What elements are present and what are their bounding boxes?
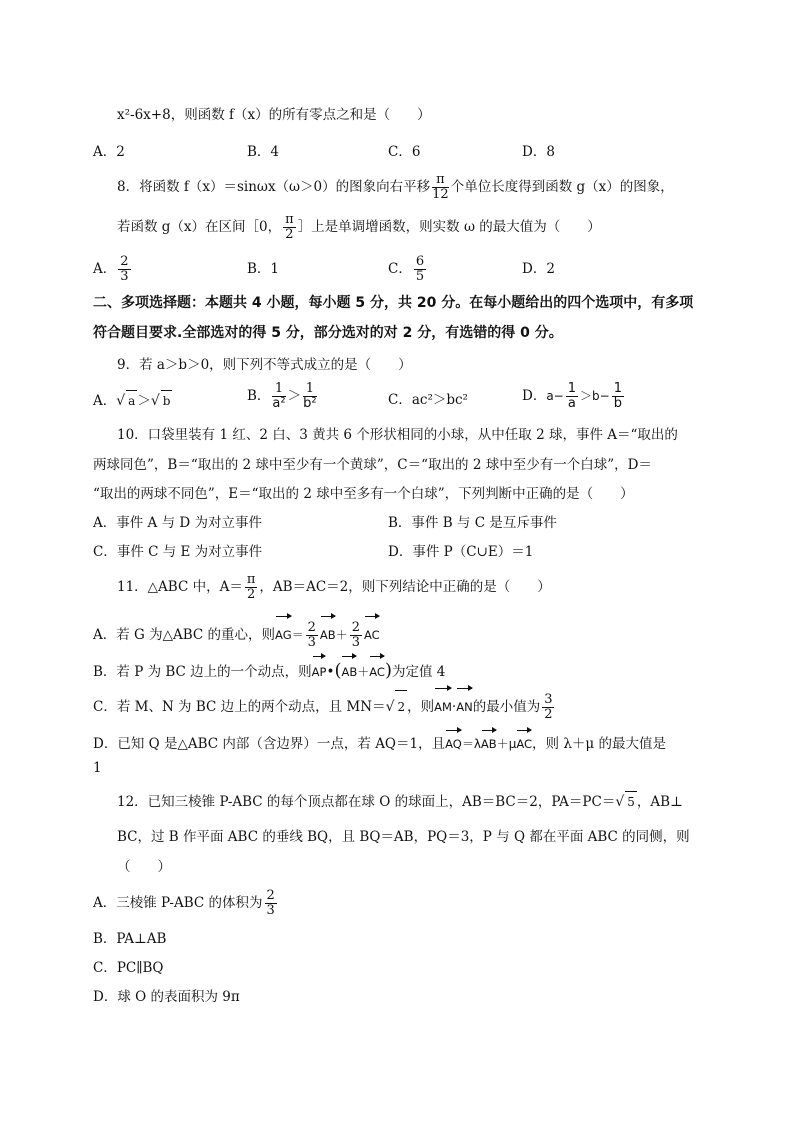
q9-option-c: C．ac²＞bc² — [388, 392, 468, 408]
operator: • — [326, 664, 335, 680]
q8-option-b: B．1 — [247, 261, 280, 277]
q9-option-a — [93, 390, 172, 411]
vector: AB — [320, 613, 336, 651]
option-text: ，则 λ＋μ 的最大值是 — [532, 736, 666, 752]
operator: ＋ — [357, 665, 370, 679]
q8-text: 8．将函数 f（x）＝sinωx（ω＞0）的图象向右平移 — [117, 179, 431, 195]
option-text: ，则 — [407, 699, 435, 715]
denominator: 2 — [285, 227, 294, 242]
numerator: 1 — [272, 382, 285, 397]
operator: · — [451, 699, 457, 715]
numerator: π — [432, 173, 449, 188]
q11-text: 11．△ABC 中，A＝ — [117, 579, 243, 595]
q12-text: 12．已知三棱锥 P-ABC 的每个顶点都在球 O 的球面上，AB＝BC＝2，PA＝PC＝ — [117, 794, 616, 810]
fraction — [272, 382, 285, 411]
q8-option-d: D．2 — [522, 261, 555, 277]
q10-stem-line1: 10．口袋里装有 1 红、2 白、3 黄共 6 个形状相同的小球，从中任取 2 球，事件 A＝“取出的 — [117, 427, 678, 443]
option-label: B． — [247, 388, 271, 404]
vector: AG — [275, 613, 292, 651]
q12-stem-line1 — [117, 791, 683, 812]
q7-option-b: B．4 — [247, 144, 280, 160]
q8-option-c — [388, 254, 428, 284]
q8-option-a — [93, 254, 133, 284]
radicand: b — [161, 390, 173, 411]
right-paren: ) — [384, 660, 392, 681]
vector: AC — [369, 653, 385, 685]
q11-option-b — [93, 653, 445, 685]
q9-option-d — [522, 381, 626, 411]
q10-option-c: C．事件 C 与 E 为对立事件 — [93, 544, 263, 560]
fraction — [350, 621, 362, 650]
vector: AQ — [445, 727, 462, 755]
q11-stem — [117, 570, 551, 604]
denominator: 2 — [544, 707, 553, 722]
option-text: 为定值 4 — [392, 664, 446, 680]
q8-stem-line1 — [117, 172, 674, 202]
q10-option-d: D．事件 P（C∪E）＝1 — [388, 544, 534, 560]
denominator: 3 — [351, 635, 360, 650]
q11-text: ，AB＝AC＝2，则下列结论中正确的是（ ） — [259, 579, 551, 595]
q8-text: ］上是单调增函数，则实数 ω 的最大值为（ ） — [297, 219, 601, 235]
radicand: 5 — [625, 791, 637, 812]
option-label: C． — [388, 261, 412, 277]
numerator: 1 — [303, 382, 316, 397]
q9-option-b — [247, 381, 319, 411]
fraction — [566, 382, 578, 411]
vector: AM — [434, 685, 452, 723]
denominator: a — [567, 396, 576, 411]
fraction — [245, 573, 258, 602]
radicand: 2 — [395, 690, 407, 723]
denominator: 5 — [415, 269, 425, 284]
sqrt-sign: √ — [116, 393, 126, 409]
sqrt-sign: √ — [150, 393, 160, 409]
numerator: 6 — [415, 254, 425, 269]
denominator: 3 — [307, 635, 316, 650]
numerator: 3 — [544, 692, 553, 707]
denominator: 3 — [266, 903, 275, 918]
vector: AP — [312, 653, 327, 685]
left-paren: ( — [334, 660, 342, 681]
radicand: a — [126, 390, 137, 411]
option-label: A． — [93, 393, 117, 409]
q11-option-a — [93, 613, 380, 651]
q8-text: 若函数 g（x）在区间［0， — [117, 219, 282, 235]
section-heading-line1: 二、多项选择题：本题共 4 小题，每小题 5 分，共 20 分。在每小题给出的四个选项中，有多项 — [93, 295, 694, 311]
q9-stem: 9．若 a＞b＞0，则下列不等式成立的是（ ） — [117, 357, 412, 373]
fraction — [283, 213, 296, 242]
q7-stem-tail: x²-6x+8，则函数 f（x）的所有零点之和是（ ） — [117, 107, 431, 123]
denominator: 12 — [432, 187, 449, 202]
sqrt-sign: √ — [615, 794, 625, 810]
option-text: 的最小值为 — [472, 699, 541, 715]
numerator: π — [285, 212, 294, 227]
q8-text: 个单位长度得到函数 g（x）的图象， — [450, 179, 674, 195]
q12-option-d: D．球 O 的表面积为 9π — [93, 989, 240, 1005]
q8-stem-line2 — [117, 212, 601, 242]
q12-option-b: B．PA⊥AB — [93, 931, 167, 947]
fraction — [414, 255, 426, 284]
q12-option-c: C．PC∥BQ — [93, 960, 164, 976]
fraction — [306, 621, 318, 650]
operator: ＋ — [335, 628, 348, 642]
numerator: 1 — [567, 381, 577, 396]
q10-option-b: B．事件 B 与 C 是互斥事件 — [388, 515, 557, 531]
q12-option-a — [93, 888, 279, 918]
operator: ＞ — [137, 393, 151, 409]
q12-stem-line3: （ ） — [117, 859, 171, 875]
numerator: 2 — [351, 620, 360, 635]
q10-stem-line2: 两球同色”，B＝“取出的 2 球中至少有一个黄球”，C＝“取出的 2 球中至少有一个白球”，D＝ — [93, 457, 652, 473]
q7-option-a: A．2 — [93, 144, 125, 160]
q11-option-d-continued: 1 — [93, 760, 102, 776]
fraction — [432, 173, 449, 202]
sqrt-sign: √ — [385, 699, 395, 715]
vector: AN — [456, 685, 472, 723]
q7-option-d: D．8 — [522, 144, 555, 160]
q11-option-c — [93, 685, 556, 723]
option-label: D． — [522, 388, 547, 404]
q12-stem-line2: BC，过 B 作平面 ABC 的垂线 BQ，且 BQ＝AB，PQ＝3，P 与 Q 都在平面 ABC 的同侧，则 — [117, 829, 690, 845]
operator: ＝ — [291, 628, 304, 642]
option-text: A．三棱锥 P-ABC 的体积为 — [93, 895, 263, 911]
q7-option-c: C．6 — [388, 144, 421, 160]
q10-stem-line3: “取出的两球不同色”，E＝“取出的 2 球中至多有一个白球”，下列判断中正确的是（ ） — [93, 486, 634, 502]
numerator: 1 — [613, 381, 622, 396]
fraction — [612, 382, 624, 411]
section-heading-line2: 符合题目要求.全部选对的得 5 分，部分选对的对 2 分，有选错的得 0 分。 — [93, 325, 563, 341]
vector: AB — [341, 653, 357, 685]
vector: AB — [481, 727, 497, 755]
expression: ＞b− — [580, 389, 610, 403]
option-text: D．已知 Q 是△ABC 内部（含边界）一点，若 AQ＝1，且 — [93, 736, 446, 752]
fraction — [265, 889, 277, 918]
fraction — [542, 693, 554, 722]
vector: AC — [364, 613, 380, 651]
option-text: B．若 P 为 BC 边上的一个动点，则 — [93, 664, 312, 680]
fraction — [303, 382, 316, 411]
numerator: 2 — [266, 888, 275, 903]
option-text: C．若 M、N 为 BC 边上的两个动点，且 MN＝ — [93, 699, 386, 715]
q11-option-d — [93, 727, 666, 755]
option-label: A． — [93, 261, 117, 277]
numerator: 2 — [120, 254, 129, 269]
denominator: b — [613, 396, 622, 411]
denominator: 3 — [120, 269, 129, 284]
denominator: a² — [272, 396, 286, 411]
numerator: 2 — [307, 620, 316, 635]
option-text: A．若 G 为△ABC 的重心，则 — [93, 627, 276, 643]
operator: ＞ — [287, 388, 302, 404]
denominator: b² — [303, 396, 317, 411]
numerator: π — [246, 572, 256, 587]
operator: ＝λ — [461, 737, 481, 751]
denominator: 2 — [246, 587, 256, 602]
operator: ＋μ — [496, 737, 517, 751]
q10-option-a: A．事件 A 与 D 为对立事件 — [93, 515, 262, 531]
vector: AC — [516, 727, 532, 755]
expression: a− — [546, 389, 564, 403]
fraction — [118, 255, 130, 284]
q12-text: ，AB⊥ — [636, 794, 683, 810]
